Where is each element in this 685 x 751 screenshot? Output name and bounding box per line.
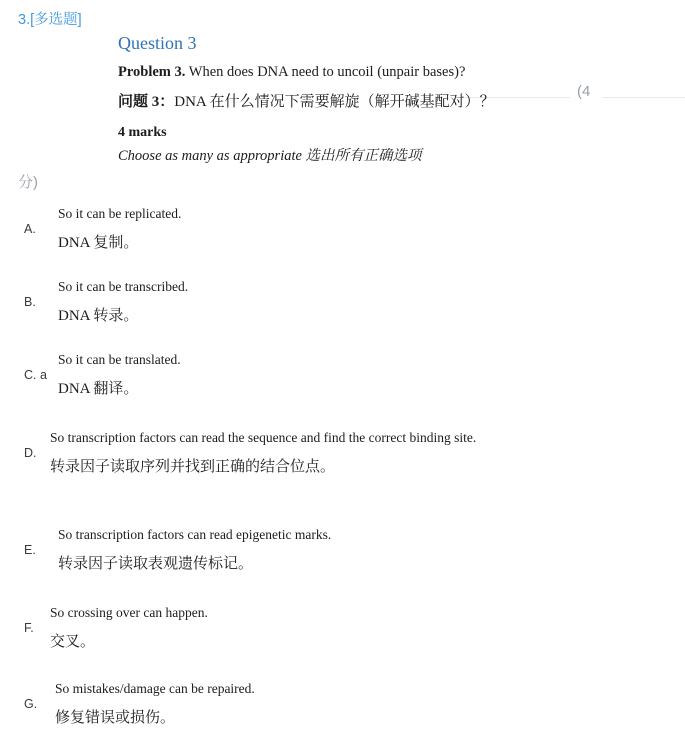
choose-instruction: Choose as many as appropriate 选出所有正确选项 <box>118 148 422 164</box>
option-d[interactable] <box>24 430 476 476</box>
option-g[interactable] <box>24 681 255 727</box>
question-number-tag: 3.[多选题] <box>18 12 82 28</box>
problem-statement-zh <box>118 90 495 111</box>
option-b-letter: B. <box>24 295 36 309</box>
score-badge-close: 分) <box>18 174 38 191</box>
option-g-text-zh: 修复错误或损伤。 <box>55 710 176 726</box>
option-e-text-zh: 转录因子读取表观遗传标记。 <box>58 556 254 572</box>
problem-label-en: Problem 3. <box>118 64 186 80</box>
marks-label: 4 marks <box>118 125 167 140</box>
option-d-text-en: So transcription factors can read the sequence and find the correct binding site. <box>50 430 477 445</box>
option-c-letter: C. a <box>24 368 47 382</box>
option-b-text-zh: DNA 转录。 <box>58 308 139 324</box>
problem-statement-en <box>118 64 465 81</box>
blank-underline-right <box>602 97 685 98</box>
question-title: Question 3 <box>118 33 197 53</box>
option-a[interactable] <box>24 206 181 252</box>
option-g-letter: G. <box>24 697 38 711</box>
option-c-text-zh: DNA 翻译。 <box>58 381 139 397</box>
option-d-text-zh: 转录因子读取序列并找到正确的结合位点。 <box>50 459 336 475</box>
option-f-text-en: So crossing over can happen. <box>50 605 208 620</box>
option-b-text-en: So it can be transcribed. <box>58 279 189 294</box>
problem-label-zh: 问题 3： <box>118 94 175 110</box>
option-d-letter: D. <box>24 446 37 460</box>
option-g-text-en: So mistakes/damage can be repaired. <box>55 681 255 696</box>
option-a-text-en: So it can be replicated. <box>58 206 182 221</box>
score-badge-open: (4 <box>577 83 591 100</box>
option-e-text-en: So transcription factors can read epigenetic marks. <box>58 527 332 542</box>
option-b[interactable] <box>24 279 188 325</box>
option-f-letter: F. <box>24 621 34 635</box>
option-c[interactable] <box>24 352 181 398</box>
option-e[interactable] <box>24 527 331 573</box>
problem-text-zh: DNA 在什么情况下需要解旋（解开碱基配对）？ <box>174 94 495 110</box>
option-a-text-zh: DNA 复制。 <box>58 235 139 251</box>
option-f-text-zh: 交叉。 <box>50 634 96 650</box>
problem-text-en: When does DNA need to uncoil (unpair bases)? <box>185 64 466 80</box>
option-a-letter: A. <box>24 222 36 236</box>
option-e-letter: E. <box>24 543 36 557</box>
option-c-text-en: So it can be translated. <box>58 352 181 367</box>
option-f[interactable] <box>24 605 208 651</box>
